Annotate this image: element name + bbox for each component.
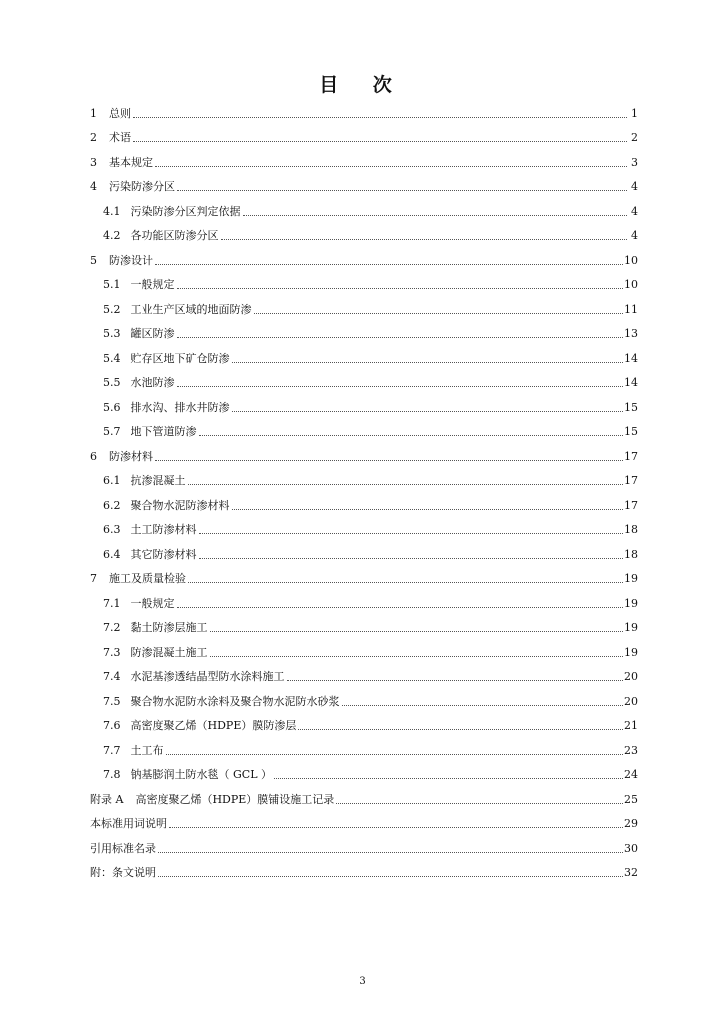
toc-entry-number: 6.4 (103, 547, 121, 561)
toc-entry-label: 各功能区防渗分区 (130, 229, 219, 242)
toc-entry-number: 6.2 (103, 498, 121, 512)
toc-entry-page: 17 (624, 449, 638, 463)
dot-leader (199, 434, 624, 436)
toc-entry[interactable] (90, 782, 638, 807)
toc-entry-number: 4 (90, 180, 97, 193)
toc-entry-label: 工业生产区域的地面防渗 (130, 302, 252, 316)
toc-entry-number: 7.6 (103, 719, 121, 732)
dot-leader (177, 385, 624, 387)
dot-leader (274, 777, 623, 779)
dot-leader (342, 704, 624, 706)
toc-entry[interactable] (90, 194, 638, 219)
toc-entry-page: 24 (624, 768, 638, 781)
toc-entry-number: 7.8 (103, 768, 121, 781)
toc-entry-label: 地下管道防渗 (130, 425, 197, 438)
toc-entry-page: 4 (631, 204, 638, 218)
toc-entry[interactable] (90, 317, 638, 342)
toc-entry-page: 1 (631, 106, 638, 120)
toc-entry-page: 32 (624, 866, 638, 879)
toc-entry[interactable] (90, 537, 638, 562)
dot-leader (177, 606, 624, 608)
toc-entry-number: 4.2 (103, 229, 121, 242)
toc-entry[interactable] (90, 733, 638, 758)
toc-entry-number: 5.7 (103, 425, 121, 438)
toc-entry-label: 高密度聚乙烯（HDPE）膜防渗层 (130, 719, 297, 732)
dot-leader (177, 189, 627, 191)
toc-entry-page: 13 (624, 327, 638, 340)
dot-leader (254, 312, 624, 314)
toc-entry[interactable] (90, 635, 638, 660)
toc-entry-number: 6.3 (103, 523, 121, 536)
dot-leader (232, 410, 624, 412)
toc-entry-number: 4.1 (103, 204, 121, 218)
toc-entry-label: 施工及质量检验 (109, 572, 186, 585)
dot-leader (155, 263, 623, 265)
toc-entry-label: 水泥基渗透结晶型防水涂料施工 (130, 670, 285, 683)
toc-entry[interactable] (90, 366, 638, 391)
toc-entry-label: 一般规定 (130, 596, 175, 610)
page-title: 目 次 (319, 74, 406, 96)
toc-entry-label: 防渗设计 (109, 253, 153, 267)
dot-leader (133, 116, 627, 118)
toc-entry[interactable] (90, 660, 638, 685)
toc-entry-page: 4 (631, 229, 638, 242)
toc-entry-label: 污染防渗分区判定依据 (130, 204, 241, 218)
toc-entry-number: 附录 A (90, 792, 124, 806)
toc-entry[interactable] (90, 684, 638, 709)
toc-entry-page: 19 (624, 596, 638, 610)
dot-leader (166, 753, 624, 755)
toc-entry[interactable] (90, 831, 638, 856)
toc-entry-page: 29 (624, 817, 638, 830)
toc-entry-label: 水池防渗 (130, 376, 175, 389)
toc-entry[interactable] (90, 562, 638, 587)
toc-entry-page: 19 (624, 645, 638, 659)
toc-entry-number: 7.7 (103, 743, 121, 757)
toc-entry[interactable] (90, 586, 638, 611)
toc-entry-label: 土工防渗材料 (130, 523, 197, 536)
toc-entry-label: 贮存区地下矿仓防渗 (130, 351, 230, 365)
toc-entry-label: 排水沟、排水井防渗 (130, 400, 230, 414)
toc-entry[interactable] (90, 513, 638, 538)
toc-entry-number: 5.4 (103, 351, 121, 365)
toc-entry[interactable] (90, 292, 638, 317)
toc-entry-number: 2 (90, 131, 97, 144)
dot-leader (155, 459, 623, 461)
dot-leader (199, 532, 624, 534)
toc-entry-number: 7.3 (103, 645, 121, 659)
dot-leader (210, 655, 624, 657)
toc-entry-number: 6.1 (103, 474, 121, 487)
toc-entry[interactable] (90, 390, 638, 415)
toc-entry-number: 7.2 (103, 621, 121, 634)
toc-entry-number: 5.1 (103, 278, 121, 291)
dot-leader (210, 630, 624, 632)
toc-entry-page: 4 (631, 180, 638, 193)
toc-entry-page: 15 (624, 425, 638, 438)
toc-entry-number: 6 (90, 449, 97, 463)
toc-entry-page: 19 (624, 572, 638, 585)
toc-entry-label: 引用标准名录 (90, 841, 156, 855)
toc-entry-page: 3 (631, 155, 638, 169)
toc-entry-number: 5.6 (103, 400, 121, 414)
dot-leader (158, 851, 623, 853)
toc-entry[interactable] (90, 807, 638, 832)
toc-entry-label: 附：条文说明 (90, 866, 156, 879)
dot-leader (287, 679, 624, 681)
toc-entry-label: 黏土防渗层施工 (130, 621, 208, 634)
dot-leader (169, 826, 623, 828)
toc-entry-label: 钠基膨润土防水毯（ GCL ） (130, 768, 273, 781)
toc-entry[interactable] (90, 341, 638, 366)
dot-leader (133, 140, 627, 142)
toc-entry-page: 18 (624, 547, 638, 561)
toc-entry-label: 防渗材料 (109, 449, 153, 463)
dot-leader (155, 165, 627, 167)
toc-entry-label: 高密度聚乙烯（HDPE）膜铺设施工记录 (135, 792, 335, 806)
toc-entry-label: 本标准用词说明 (90, 817, 167, 830)
toc-entry[interactable] (90, 268, 638, 293)
toc-entry-page: 15 (624, 400, 638, 414)
toc-entry-number: 7 (90, 572, 97, 585)
toc-entry-page: 14 (624, 376, 638, 389)
toc-entry-label: 聚合物水泥防水涂料及聚合物水泥防水砂浆 (130, 694, 340, 708)
dot-leader (188, 581, 623, 583)
toc-entry-label: 防渗混凝土施工 (130, 645, 208, 659)
toc-entry-label: 其它防渗材料 (130, 547, 197, 561)
toc-entry-label: 污染防渗分区 (109, 180, 175, 193)
toc-entry[interactable] (90, 758, 638, 783)
dot-leader (177, 336, 624, 338)
toc-entry-page: 10 (624, 278, 638, 291)
toc-entry-number: 5.5 (103, 376, 121, 389)
toc-entry-page: 14 (624, 351, 638, 365)
dot-leader (298, 728, 623, 730)
toc-entry-page: 17 (624, 474, 638, 487)
dot-leader (199, 557, 624, 559)
toc-entry-label: 基本规定 (109, 155, 153, 169)
dot-leader (232, 361, 624, 363)
toc-entry-number: 5 (90, 253, 97, 267)
toc-entry[interactable] (90, 145, 638, 170)
toc-entry-page: 25 (624, 792, 638, 806)
toc-entry[interactable] (90, 121, 638, 146)
dot-leader (336, 802, 623, 804)
toc-entry-page: 19 (624, 621, 638, 634)
toc-entry-page: 2 (631, 131, 638, 144)
toc-entry-number: 3 (90, 155, 97, 169)
toc-entry-page: 11 (624, 302, 638, 316)
toc-entry[interactable] (90, 96, 638, 121)
toc-entry[interactable] (90, 219, 638, 244)
dot-leader (243, 214, 628, 216)
toc-entry-label: 土工布 (130, 743, 164, 757)
toc-entry-label: 总则 (109, 106, 131, 120)
toc-entry[interactable] (90, 709, 638, 734)
dot-leader (232, 508, 624, 510)
toc-entry[interactable] (90, 488, 638, 513)
toc-entry-page: 20 (624, 694, 638, 708)
toc-entry[interactable] (90, 464, 638, 489)
page-number: 3 (359, 976, 366, 987)
toc-entry-number: 7.4 (103, 670, 121, 683)
toc-entry-label: 一般规定 (130, 278, 175, 291)
toc-entry[interactable] (90, 243, 638, 268)
table-of-contents (90, 96, 638, 880)
toc-entry[interactable] (90, 856, 638, 881)
toc-entry-number: 7.5 (103, 694, 121, 708)
toc-entry-label: 罐区防渗 (130, 327, 175, 340)
toc-entry-page: 18 (624, 523, 638, 536)
toc-entry-page: 10 (624, 253, 638, 267)
toc-entry-number: 5.2 (103, 302, 121, 316)
toc-entry[interactable] (90, 415, 638, 440)
toc-entry-number: 7.1 (103, 596, 121, 610)
toc-entry-label: 术语 (109, 131, 131, 144)
toc-entry[interactable] (90, 170, 638, 195)
toc-entry-number: 5.3 (103, 327, 121, 340)
dot-leader (188, 483, 624, 485)
toc-entry-page: 21 (624, 719, 638, 732)
toc-entry-page: 30 (624, 841, 638, 855)
toc-entry-page: 23 (624, 743, 638, 757)
toc-entry-label: 抗渗混凝土 (130, 474, 186, 487)
toc-entry[interactable] (90, 439, 638, 464)
toc-entry-page: 20 (624, 670, 638, 683)
toc-entry[interactable] (90, 611, 638, 636)
dot-leader (221, 238, 628, 240)
toc-entry-number: 1 (90, 106, 97, 120)
dot-leader (158, 875, 623, 877)
dot-leader (177, 287, 624, 289)
toc-entry-page: 17 (624, 498, 638, 512)
toc-entry-label: 聚合物水泥防渗材料 (130, 498, 230, 512)
